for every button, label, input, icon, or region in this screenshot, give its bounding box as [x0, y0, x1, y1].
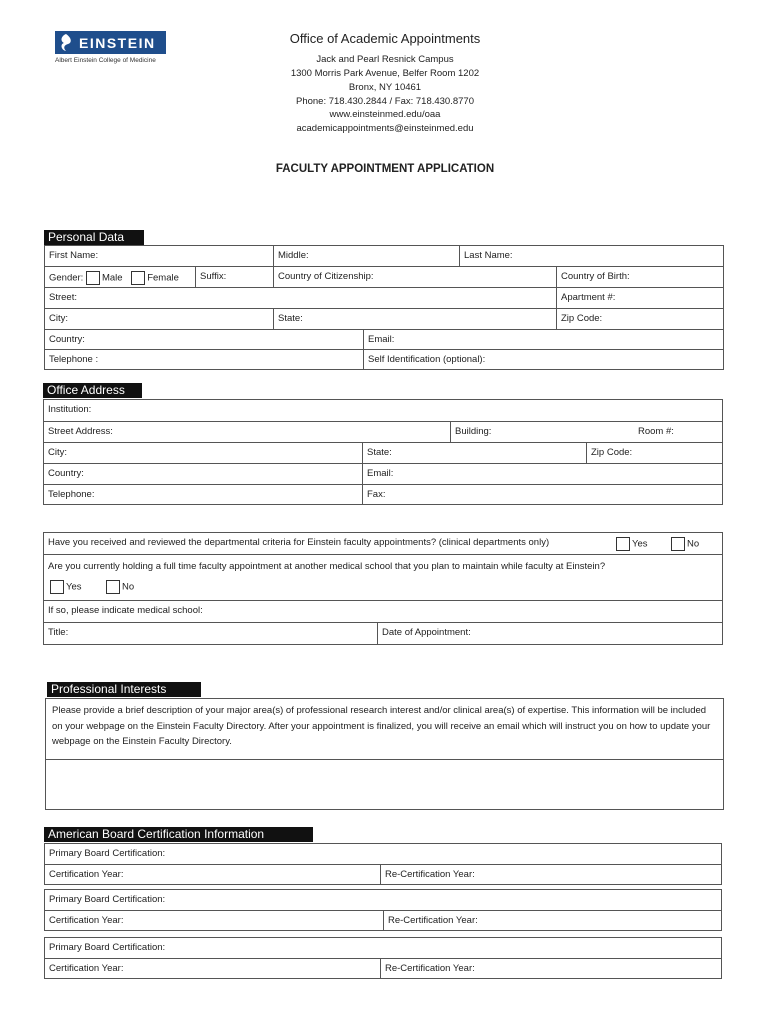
last-name-field[interactable]: Last Name:: [459, 246, 723, 266]
appointment-questions-section: [43, 532, 723, 645]
office-zip-field[interactable]: Zip Code:: [586, 443, 722, 463]
board-certification-block-1: [44, 843, 722, 885]
email-field[interactable]: Email:: [363, 330, 723, 349]
interests-textarea[interactable]: [46, 759, 723, 810]
personal-data-section: [44, 245, 724, 370]
logo-subtitle: Albert Einstein College of Medicine: [55, 57, 156, 64]
recertification-year-field[interactable]: Re-Certification Year:: [383, 911, 721, 931]
address-line: 1300 Morris Park Avenue, Belfer Room 1202: [290, 68, 480, 79]
criteria-question-text: Have you received and reviewed the departmental criteria for Einstein faculty appointments? (clinical departments only): [48, 537, 550, 548]
male-checkbox[interactable]: [86, 271, 100, 285]
certification-year-field[interactable]: Certification Year:: [49, 869, 124, 880]
criteria-yes-label: Yes: [632, 538, 648, 550]
other-school-no-label: No: [122, 581, 135, 593]
other-school-question: Are you currently holding a full time faculty appointment at another medical school that you plan to maintain while faculty at Einstein?: [48, 561, 606, 572]
fax-field[interactable]: Fax:: [362, 485, 722, 505]
other-school-yes-checkbox[interactable]: [50, 580, 64, 594]
certification-year-field[interactable]: Certification Year:: [49, 915, 124, 926]
criteria-no-label: No: [687, 538, 700, 550]
room-field[interactable]: Room #:: [638, 426, 674, 437]
institution-field[interactable]: Institution:: [48, 404, 92, 415]
female-checkbox[interactable]: [131, 271, 145, 285]
office-city-field[interactable]: City:: [48, 447, 67, 458]
city-field[interactable]: City:: [49, 313, 68, 324]
citizenship-field[interactable]: Country of Citizenship:: [273, 267, 556, 287]
suffix-field[interactable]: Suffix:: [195, 267, 273, 287]
einstein-logo: [55, 31, 166, 54]
street-field[interactable]: Street:: [49, 292, 77, 303]
building-field[interactable]: Building:: [450, 422, 632, 442]
office-state-field[interactable]: State:: [362, 443, 586, 463]
primary-board-field[interactable]: Primary Board Certification:: [49, 848, 166, 859]
logo-emblem-icon: [58, 33, 74, 52]
phone-line: Phone: 718.430.2844 / Fax: 718.430.8770: [295, 96, 474, 107]
middle-name-field[interactable]: Middle:: [273, 246, 459, 266]
state-field[interactable]: State:: [273, 309, 556, 329]
office-email-field[interactable]: Email:: [362, 464, 722, 484]
female-label: Female: [147, 272, 179, 284]
logo-word: EINSTEIN: [79, 34, 156, 51]
male-label: Male: [101, 272, 123, 284]
city-line: Bronx, NY 10461: [348, 82, 422, 93]
gender-label: Gender:: [49, 272, 84, 284]
criteria-no-checkbox[interactable]: [671, 537, 685, 551]
certification-year-field[interactable]: Certification Year:: [49, 963, 124, 974]
gender-field: [45, 267, 195, 287]
form-title: FACULTY APPOINTMENT APPLICATION: [275, 163, 495, 175]
medical-school-field[interactable]: If so, please indicate medical school:: [48, 605, 203, 616]
first-name-field[interactable]: First Name:: [49, 250, 99, 261]
board-certification-heading: American Board Certification Information: [44, 827, 313, 842]
office-title: Office of Academic Appointments: [289, 31, 481, 46]
country-field[interactable]: Country:: [49, 334, 85, 345]
office-street-field[interactable]: Street Address:: [48, 426, 113, 437]
office-country-field[interactable]: Country:: [48, 468, 84, 479]
campus-line: Jack and Pearl Resnick Campus: [316, 54, 454, 65]
office-address-section: [43, 399, 723, 505]
primary-board-field[interactable]: Primary Board Certification:: [49, 942, 166, 953]
email-link[interactable]: academicappointments@einsteinmed.edu: [296, 123, 474, 134]
professional-interests-heading: Professional Interests: [47, 682, 201, 697]
recertification-year-field[interactable]: Re-Certification Year:: [380, 959, 721, 979]
professional-interests-section: [45, 698, 724, 810]
telephone-field[interactable]: Telephone :: [49, 354, 99, 365]
birth-country-field[interactable]: Country of Birth:: [556, 267, 723, 287]
personal-data-heading: Personal Data: [44, 230, 144, 245]
other-school-no-checkbox[interactable]: [106, 580, 120, 594]
office-telephone-field[interactable]: Telephone:: [48, 489, 95, 500]
apartment-field[interactable]: Apartment #:: [556, 288, 723, 308]
appointment-date-field[interactable]: Date of Appointment:: [377, 623, 722, 645]
self-identification-field[interactable]: Self Identification (optional):: [363, 350, 723, 370]
zip-field[interactable]: Zip Code:: [556, 309, 723, 329]
web-link[interactable]: www.einsteinmed.edu/oaa: [329, 109, 441, 120]
board-certification-block-2: [44, 889, 722, 931]
recertification-year-field[interactable]: Re-Certification Year:: [380, 865, 721, 885]
primary-board-field[interactable]: Primary Board Certification:: [49, 894, 166, 905]
office-address-heading: Office Address: [43, 383, 142, 398]
criteria-yes-checkbox[interactable]: [616, 537, 630, 551]
board-certification-block-3: [44, 937, 722, 979]
interests-instructions: Please provide a brief description of your major area(s) of professional research interest and/or clinical area(s) of expertise. This information will be included on your webpage on the Einstein Faculty Directory. After your appointment is finalized, you will receive an email which will instruct you on how to update your webpage on the Einstein Faculty Directory.: [52, 705, 711, 747]
title-field[interactable]: Title:: [48, 627, 69, 638]
other-school-yes-label: Yes: [66, 581, 82, 593]
